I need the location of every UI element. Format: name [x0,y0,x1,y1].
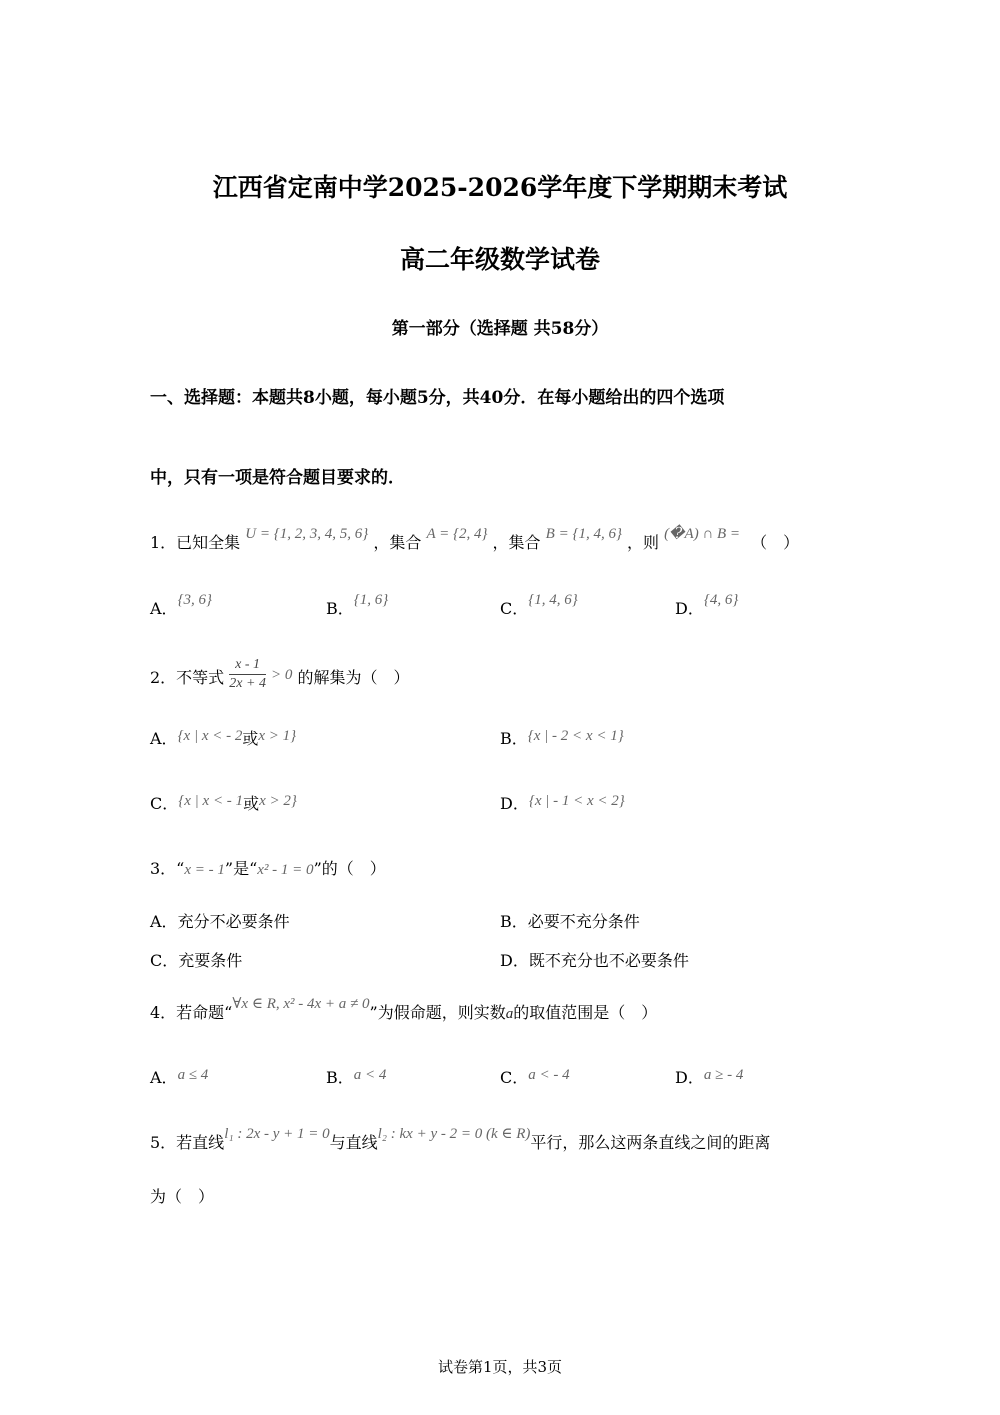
option-label: A． [150,1068,178,1087]
q4-math-a: a [505,1006,514,1022]
option-label: B． [326,1068,354,1087]
q2-fraction-numerator: x - 1 [229,656,266,675]
q1-math-universal-set: U = {1, 2, 3, 4, 5, 6} [245,526,369,542]
page-footer: 试卷第1页，共3页 [437,1358,563,1376]
option-math: a ≤ 4 [177,1067,209,1083]
q2-option-a [150,726,296,749]
q4-option-a [150,1065,208,1088]
option-label: D． [675,1068,704,1087]
q4-text-3: 的取值范围是（ ） [513,1003,658,1022]
option-text: 充分不必要条件 [177,912,290,931]
q5-math-line-2: l₂ : kx + y - 2 = 0 (k ∈ R) [377,1126,531,1142]
q1-text-3: ，集合 [492,533,541,552]
question-2 [150,657,410,697]
option-math: {x | x < - 1 [178,793,244,809]
q2-text-2: 的解集为（ ） [297,668,410,687]
q1-option-b [326,592,389,619]
question-5 [150,1126,771,1153]
q4-option-b [326,1065,386,1088]
q4-text-2: ”为假命题，则实数 [369,1003,506,1022]
q2-option-d [500,791,625,814]
q1-math-expression: (�A) ∩ B = [664,526,741,542]
option-label: D． [500,951,529,970]
option-text: 充要条件 [178,951,243,970]
q4-option-c [500,1065,570,1088]
q3-option-b [500,909,640,932]
option-math: a < 4 [353,1067,387,1083]
q1-math-set-a: A = {2, 4} [426,526,488,542]
option-label: A． [150,599,178,618]
q5-text-2: 与直线 [329,1133,378,1152]
q1-text-1: 1．已知全集 [150,533,241,552]
q5-text-1: 5．若直线 [150,1133,225,1152]
q3-text-3: ”的（ ） [313,859,386,878]
option-label: B． [500,729,528,748]
option-label: A． [150,912,178,931]
question-3 [150,856,386,879]
q1-text-4: ，则 [627,533,660,552]
q4-option-d [675,1065,743,1088]
section-instructions-line2: 中，只有一项是符合题目要求的． [150,468,405,488]
question-4 [150,996,658,1023]
option-math: {4, 6} [703,592,739,608]
question-1 [150,526,800,553]
q5-text-3: 平行，那么这两条直线之间的距离 [530,1133,771,1152]
q3-math-1: x = - 1 [184,862,225,878]
option-label: C． [500,1068,529,1087]
option-math: a ≥ - 4 [703,1067,744,1083]
q2-fraction [229,656,266,693]
q1-option-d [675,592,739,619]
q3-option-c [150,948,242,971]
option-text: 必要不充分条件 [527,912,640,931]
q2-fraction-denominator: 2x + 4 [229,676,266,691]
q1-option-a [150,592,213,619]
q3-option-a [150,909,290,932]
option-label: C． [500,599,529,618]
option-math: {x | - 2 < x < 1} [527,728,624,744]
q2-text-1: 2．不等式 [150,668,225,687]
q3-option-d [500,948,689,971]
option-text: 或 [243,794,260,813]
q2-option-c [150,791,297,814]
option-math: {x | - 1 < x < 2} [528,793,625,809]
option-math: {3, 6} [177,592,213,608]
option-math: a < - 4 [528,1067,570,1083]
q4-math-proposition: ∀x ∈ R, x² - 4x + a ≠ 0 [232,996,370,1012]
option-math: {x | x < - 2 [177,728,243,744]
q1-math-set-b: B = {1, 4, 6} [545,526,622,542]
option-label: C． [150,951,179,970]
option-math: {1, 6} [353,592,389,608]
q4-text-1: 4．若命题“ [150,1003,233,1022]
option-label: D． [500,794,529,813]
q1-option-c [500,592,578,619]
option-math: x > 2} [259,793,297,809]
section-instructions-line1: 一、选择题：本题共8小题，每小题5分，共40分．在每小题给出的四个选项 [150,388,725,408]
exam-title: 江西省定南中学2025-2026学年度下学期期末考试 [212,173,788,202]
option-label: B． [500,912,528,931]
q1-text-2: ，集合 [373,533,422,552]
q2-math-gt-zero: > 0 [271,667,293,683]
q3-text-1: 3．“ [150,859,185,878]
q2-option-b [500,726,624,749]
option-text: 既不充分也不必要条件 [528,951,689,970]
option-math: {1, 4, 6} [528,592,578,608]
option-math: x > 1} [258,728,297,744]
q3-math-2: x² - 1 = 0 [257,862,314,878]
part-heading: 第一部分（选择题 共58分） [391,319,609,339]
option-label: B． [326,599,354,618]
question-5-continued: 为（ ） [150,1187,215,1206]
option-label: D． [675,599,704,618]
option-label: A． [150,729,178,748]
option-label: C． [150,794,179,813]
q5-math-line-1: l₁ : 2x - y + 1 = 0 [224,1126,330,1142]
q1-answer-blank: （ ） [751,533,800,552]
q3-text-2: ”是“ [224,859,258,878]
option-text: 或 [242,729,259,748]
exam-subtitle: 高二年级数学试卷 [399,245,600,274]
